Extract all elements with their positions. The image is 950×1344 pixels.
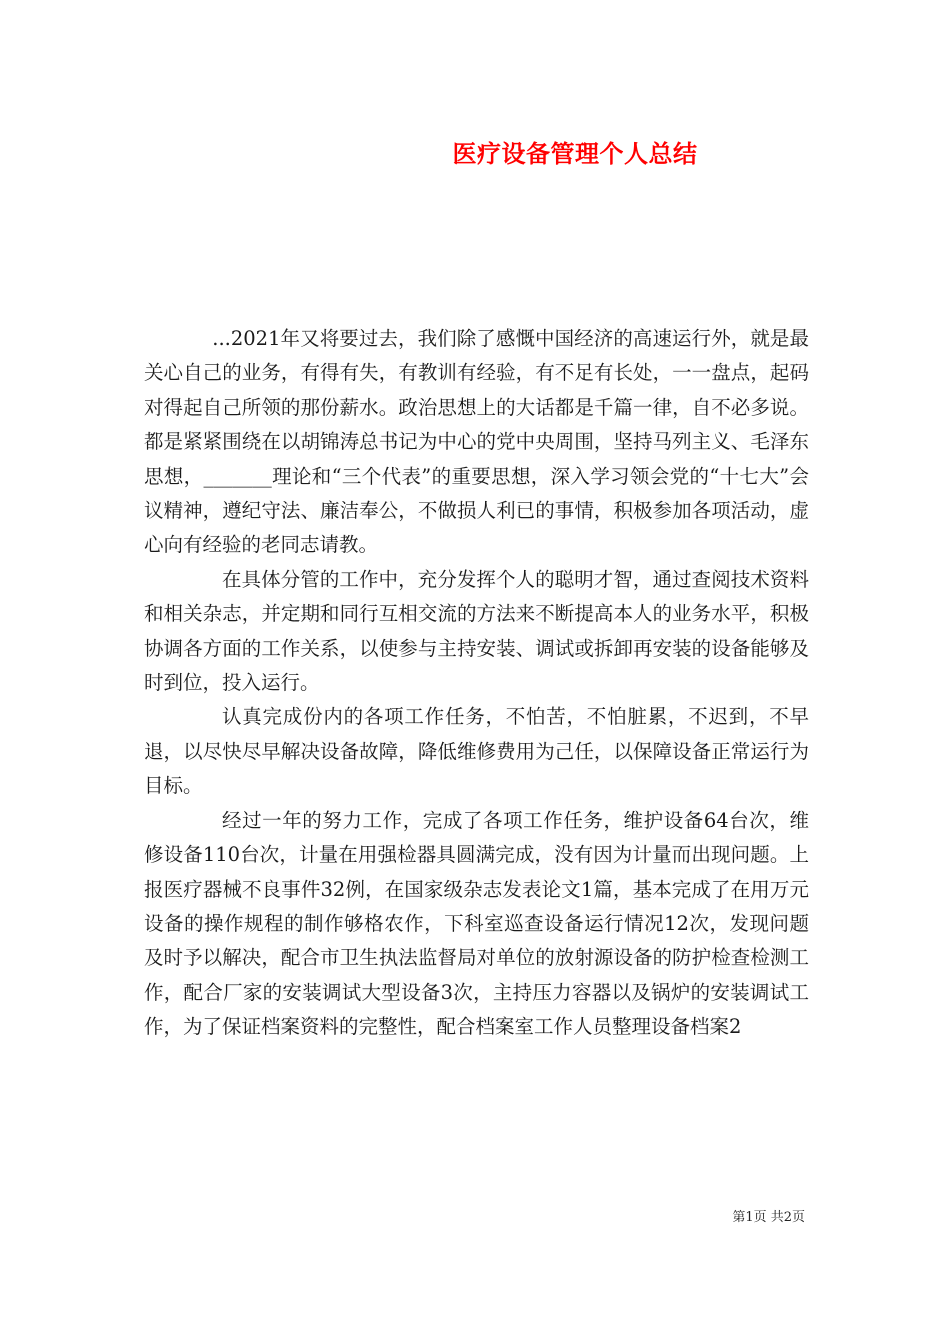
page-number-footer: 第1页 共2页 <box>732 1210 805 1225</box>
paragraph-3: 认真完成份内的各项工作任务，不怕苦，不怕脏累，不迟到，不早退，以尽快尽早解决设备故障，降低维修费用为己任，以保障设备正常运行为目标。 <box>144 705 809 798</box>
document-body <box>144 322 809 1045</box>
paragraph-2: 在具体分管的工作中，充分发挥个人的聪明才智，通过查阅技术资料和相关杂志，并定期和同行互相交流的方法来不断提高本人的业务水平，积极协调各方面的工作关系，以使参与主持安装、调试或拆卸再安装的设备能够及时到位，投入运行。 <box>144 567 809 695</box>
page-title: 医疗设备管理个人总结 <box>452 139 698 168</box>
paragraph-4: 经过一年的努力工作，完成了各项工作任务，维护设备64台次，维修设备110台次，计量在用强检器具圆满完成，没有因为计量而出现问题。上报医疗器械不良事件32例，在国家级杂志发表论文1篇，基本完成了在用万元设备的操作规程的制作够格农作，下科室巡查设备运行情况12次，发现问题及时予以解决，配合市卫生执法监督局对单位的放射源设备的防护检查检测工作，配合厂家的安装调试大型设备3次，主持压力容器以及锅炉的安装调试工作，为了保证档案资料的完整性，配合档案室工作人员整理设备档案2 <box>144 808 809 1039</box>
paragraph-1: ...2021年又将要过去，我们除了感慨中国经济的高速运行外，就是最关心自己的业务，有得有失，有教训有经验，有不足有长处，一一盘点，起码对得起自己所领的那份薪水。政治思想上的大话都是千篇一律，自不必多说。都是紧紧围绕在以胡锦涛总书记为中心的党中央周围，坚持马列主义、毛泽东思想，_______理论和“三个代表”的重要思想，深入学习领会党的“十七大”会议精神，遵纪守法、廉洁奉公，不做损人利已的事情，积极参加各项活动，虚心向有经验的老同志请教。 <box>144 327 809 557</box>
